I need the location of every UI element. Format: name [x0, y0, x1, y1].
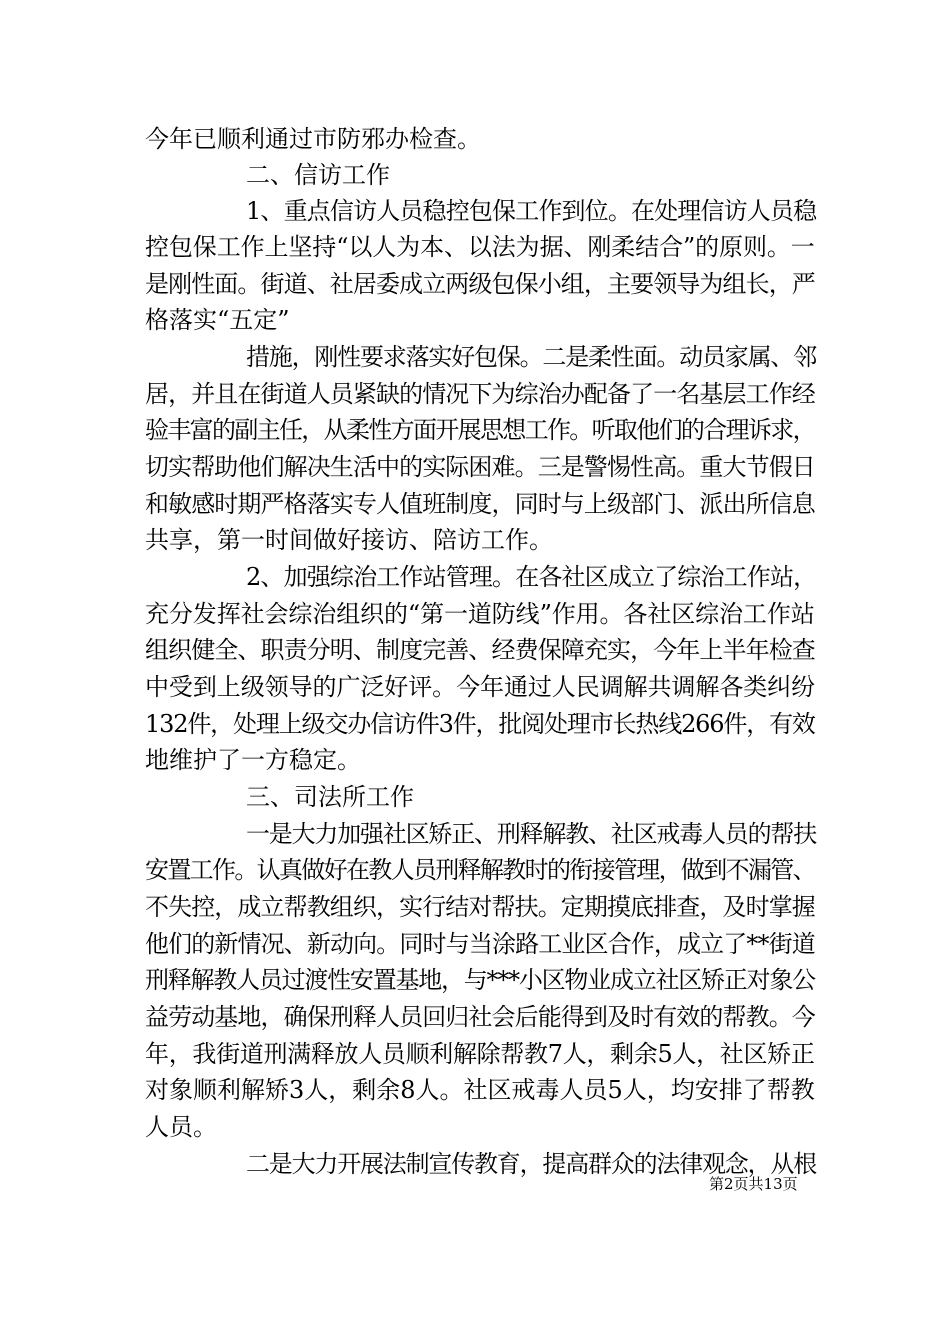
text-line: 共享，第一时间做好接访、陪访工作。 [145, 526, 553, 554]
text-line: 一是大力加强社区矫正、刑释解教、社区戒毒人员的帮扶 [246, 820, 816, 848]
text-line: 二是大力开展法制宣传教育，提高群众的法律观念，从根 [246, 1150, 816, 1178]
page-number-footer: 第2页共13页 [709, 1175, 798, 1193]
text-line: 人员。 [145, 1113, 217, 1141]
text-line: 益劳动基地，确保刑释人员回归社会后能得到及时有效的帮教。今 [145, 1003, 815, 1031]
text-line: 和敏感时期严格落实专人值班制度，同时与上级部门、派出所信息 [145, 490, 815, 518]
text-line: 充分发挥社会综治组织的“第一道防线”作用。各社区综治工作站 [145, 600, 815, 628]
text-line: 1、重点信访人员稳控包保工作到位。在处理信访人员稳 [246, 197, 817, 225]
text-line: 年，我街道刑满释放人员顺利解除帮教7人，剩余5人，社区矫正 [145, 1040, 815, 1068]
text-line: 居，并且在街道人员紧缺的情况下为综治办配备了一名基层工作经 [145, 380, 815, 408]
section-heading: 三、司法所工作 [246, 783, 414, 811]
text-line: 不失控，成立帮教组织，实行结对帮扶。定期摸底排查，及时掌握 [145, 893, 815, 921]
text-line: 安置工作。认真做好在教人员刑释解教时的衔接管理，做到不漏管、 [145, 856, 815, 884]
text-line: 132件，处理上级交办信访件3件，批阅处理市长热线266件，有效 [145, 710, 815, 738]
text-line: 中受到上级领导的广泛好评。今年通过人民调解共调解各类纠纷 [145, 673, 816, 701]
text-line: 切实帮助他们解决生活中的实际困难。三是警惕性高。重大节假日 [145, 453, 815, 481]
text-line: 验丰富的副主任，从柔性方面开展思想工作。听取他们的合理诉求， [145, 416, 815, 444]
text-line: 是刚性面。街道、社居委成立两级包保小组，主要领导为组长，严 [145, 270, 815, 298]
text-line: 对象顺利解矫3人，剩余8人。社区戒毒人员5人，均安排了帮教 [145, 1076, 815, 1104]
text-line: 控包保工作上坚持“以人为本、以法为据、刚柔结合”的原则。一 [145, 233, 815, 261]
text-line: 格落实“五定” [145, 306, 290, 334]
text-line: 地维护了一方稳定。 [145, 746, 361, 774]
text-line: 措施，刚性要求落实好包保。二是柔性面。动员家属、邻 [246, 343, 816, 371]
text-line: 2、加强综治工作站管理。在各社区成立了综治工作站， [246, 563, 817, 591]
text-line: 今年已顺利通过市防邪办检查。 [145, 125, 481, 153]
text-line: 刑释解教人员过渡性安置基地，与***小区物业成立社区矫正对象公 [145, 966, 815, 994]
text-line: 组织健全、职责分明、制度完善、经费保障充实，今年上半年检查 [145, 636, 815, 664]
text-line: 他们的新情况、新动向。同时与当涂路工业区合作，成立了**街道 [145, 930, 815, 958]
section-heading: 二、信访工作 [246, 161, 390, 189]
